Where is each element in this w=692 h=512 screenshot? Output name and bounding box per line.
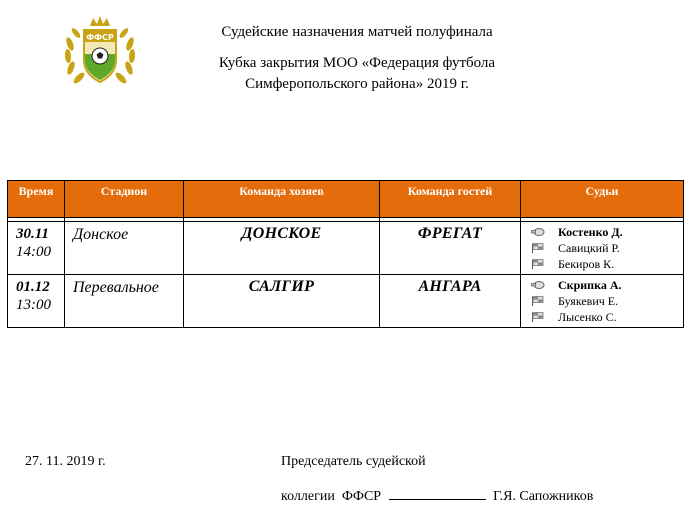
col-header-time: Время [8, 181, 65, 218]
stadium-cell [65, 275, 184, 328]
match-date: 01.12 [16, 279, 50, 295]
home-cell [184, 222, 380, 275]
schedule-table [7, 180, 684, 328]
table-row [8, 222, 684, 275]
table-row [8, 275, 684, 328]
footer-date: 27. 11. 2019 г. [25, 454, 106, 469]
referee-item [531, 309, 683, 325]
col-header-stadium: Стадион [65, 181, 184, 218]
title-line-2: Кубка закрытия МОО «Федерация футбола [218, 55, 496, 71]
signature-prefix: коллегии ФФСР [281, 489, 382, 504]
referees-cell [521, 222, 684, 275]
away-cell [380, 222, 521, 275]
signature-name: Г.Я. Сапожников [493, 489, 594, 504]
referee-name: Лысенко С. [558, 310, 617, 324]
home-team: ДОНСКОЕ [241, 225, 322, 242]
match-time: 14:00 [16, 244, 51, 260]
title-line-1: Судейские назначения матчей полуфинала [221, 24, 493, 40]
flag-icon [531, 259, 545, 269]
referee-name: Буякевич Е. [558, 294, 619, 308]
table-header-row [8, 181, 684, 218]
referee-item [531, 256, 683, 272]
logo-text: ФФСР [86, 33, 114, 42]
whistle-icon [531, 227, 545, 237]
title-line-3: Симферопольского района» 2019 г. [245, 76, 469, 92]
signature-underline [389, 487, 486, 500]
referee-name: Скрипка А. [558, 278, 622, 292]
match-time: 13:00 [16, 297, 51, 313]
col-header-away: Команда гостей [380, 181, 521, 218]
col-header-referees: Судьи [521, 181, 684, 218]
signature-line-1: Председатель судейской [281, 454, 426, 469]
referee-name: Бекиров К. [558, 257, 615, 271]
referee-item [531, 224, 683, 240]
away-cell [380, 275, 521, 328]
home-team: САЛГИР [248, 278, 315, 295]
time-cell [8, 275, 65, 328]
flag-icon [531, 243, 545, 253]
home-cell [184, 275, 380, 328]
referee-name: Савицкий Р. [558, 241, 620, 255]
flag-icon [531, 312, 545, 322]
referee-name: Костенко Д. [558, 225, 623, 239]
page-title [170, 22, 544, 95]
ffsr-logo [60, 14, 140, 90]
referee-item [531, 293, 683, 309]
stadium-cell [65, 222, 184, 275]
whistle-icon [531, 280, 545, 290]
away-team: ФРЕГАТ [417, 225, 483, 242]
stadium-name: Донское [73, 226, 129, 243]
referees-cell [521, 275, 684, 328]
stadium-name: Перевальное [73, 279, 159, 296]
flag-icon [531, 296, 545, 306]
referee-item [531, 240, 683, 256]
away-team: АНГАРА [418, 278, 482, 295]
referee-item [531, 277, 683, 293]
signature-line-2 [281, 487, 593, 505]
time-cell [8, 222, 65, 275]
col-header-home: Команда хозяев [184, 181, 380, 218]
match-date: 30.11 [16, 226, 49, 242]
